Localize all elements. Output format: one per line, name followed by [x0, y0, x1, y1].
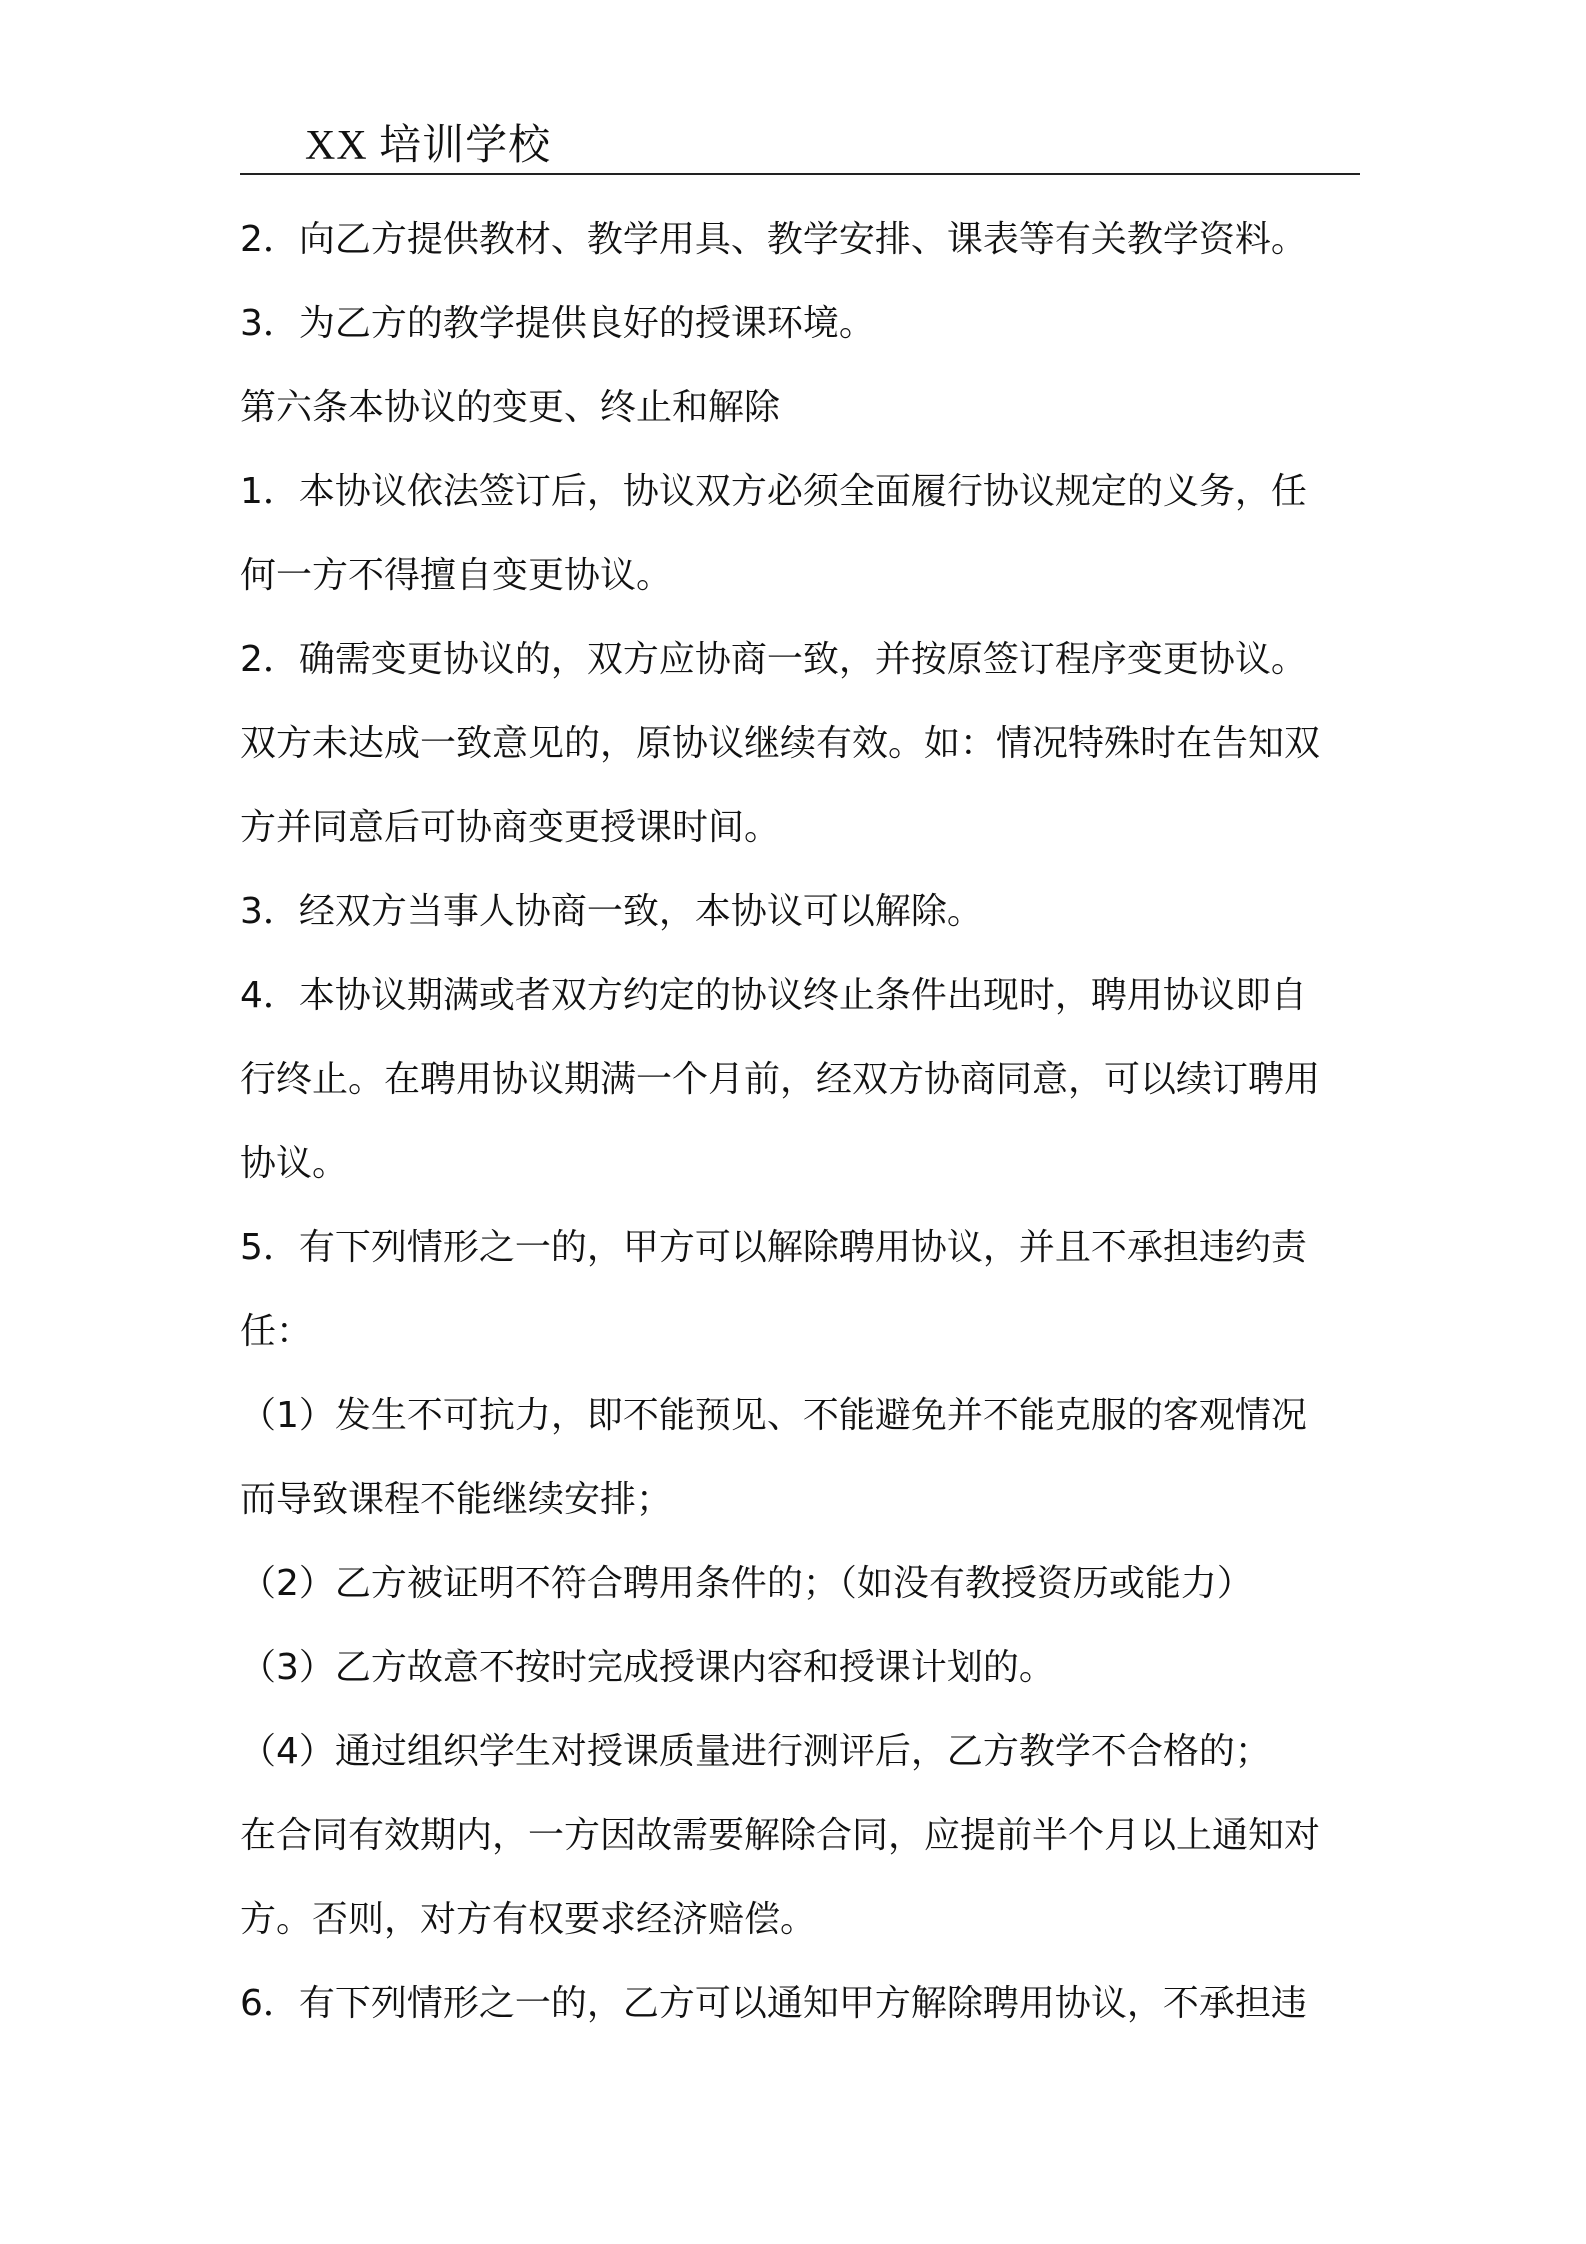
list-item-line: （3）乙方故意不按时完成授课内容和授课计划的。 [240, 1647, 1055, 1688]
paragraph-line: 方。否则，对方有权要求经济赔偿。 [240, 1899, 817, 1940]
paragraph-line: 2．确需变更协议的，双方应协商一致，并按原签订程序变更协议。 [240, 639, 1307, 680]
list-item-line: （2）乙方被证明不符合聘用条件的；（如没有教授资历或能力） [240, 1563, 1253, 1604]
section-heading: 第六条本协议的变更、终止和解除 [240, 387, 781, 428]
paragraph-line: 而导致课程不能继续安排； [240, 1479, 673, 1520]
document-body [240, 198, 1360, 2046]
paragraph-line: 何一方不得擅自变更协议。 [240, 555, 673, 596]
paragraph-line: 任： [240, 1311, 313, 1352]
list-item-line: （1）发生不可抗力，即不能预见、不能避免并不能克服的客观情况 [240, 1395, 1307, 1436]
list-item-line: （4）通过组织学生对授课质量进行测评后，乙方教学不合格的； [240, 1731, 1271, 1772]
paragraph-line: 协议。 [240, 1143, 349, 1184]
paragraph-line: 1．本协议依法签订后，协议双方必须全面履行协议规定的义务，任 [240, 471, 1307, 512]
paragraph-line: 3．经双方当事人协商一致，本协议可以解除。 [240, 891, 983, 932]
header-title: XX 培训学校 [305, 123, 552, 169]
paragraph-line: 4．本协议期满或者双方约定的协议终止条件出现时，聘用协议即自 [240, 975, 1307, 1016]
paragraph-line: 行终止。在聘用协议期满一个月前，经双方协商同意，可以续订聘用 [240, 1059, 1321, 1100]
paragraph-line: 6．有下列情形之一的，乙方可以通知甲方解除聘用协议，不承担违 [240, 1983, 1307, 2024]
paragraph-line: 方并同意后可协商变更授课时间。 [240, 807, 781, 848]
paragraph-line: 在合同有效期内，一方因故需要解除合同，应提前半个月以上通知对 [240, 1815, 1321, 1856]
paragraph-line: 3．为乙方的教学提供良好的授课环境。 [240, 303, 875, 344]
paragraph-line: 双方未达成一致意见的，原协议继续有效。如：情况特殊时在告知双 [240, 723, 1321, 764]
paragraph-line: 5．有下列情形之一的，甲方可以解除聘用协议，并且不承担违约责 [240, 1227, 1307, 1268]
header-divider [240, 173, 1360, 175]
paragraph-line: 2．向乙方提供教材、教学用具、教学安排、课表等有关教学资料。 [240, 219, 1307, 260]
